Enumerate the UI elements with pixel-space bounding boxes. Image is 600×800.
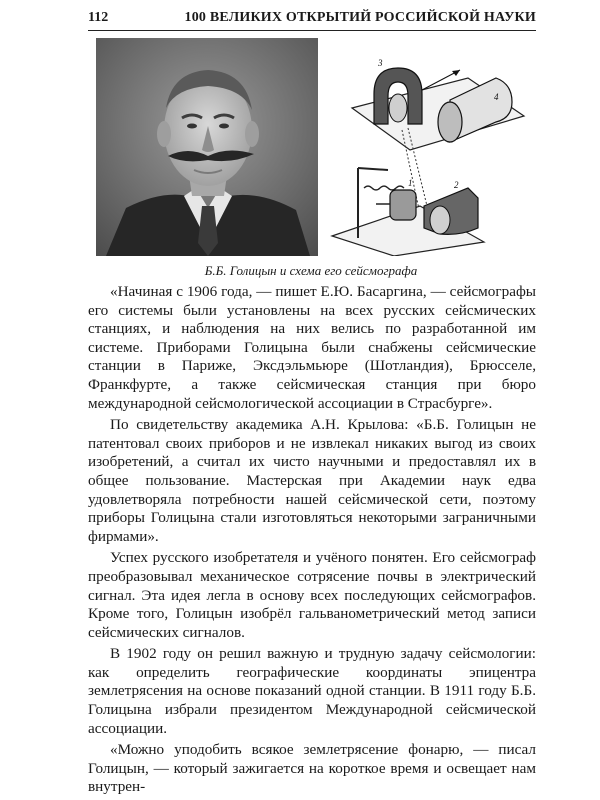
paragraph: «Можно уподобить всякое землетрясение фонарю, — писал Голицын, — который зажигается на короткое время и освещает нам внутрен-	[88, 741, 536, 796]
figure	[96, 38, 526, 256]
paragraph: По свидетельству академика А.Н. Крылова: «Б.Б. Голицын не патентовал своих приборов и не извлекал никаких выгод из своих изобретений, а считал их чисто научными и предоставлял их в общее пользование. Мастерская при Академии наук едва удовлетворяла потребности нашей сейсмической сети, поэтому приборы Голицына стали изготовляться некоторыми заграничными фирмами».	[88, 416, 536, 545]
figure-caption: Б.Б. Голицын и схема его сейсмографа	[204, 263, 418, 278]
paragraph: Успех русского изобретателя и учёного понятен. Его сейсмограф преобразовывал механическое сотрясение почвы в электрический сигнал. Эта идея легла в основу всех последующих сейсмографов. Кроме того, Голицын изобрёл гальванометрический метод записи сейсмических сигналов.	[88, 549, 536, 641]
diagram-label-drum: 4	[494, 92, 499, 102]
paragraph: В 1902 году он решил важную и трудную задачу сейсмологии: как определить географические координаты эпицентра землетрясения на основе показаний одной станции. В 1911 году Б.Б. Голицына избрали президентом Международной сейсмической ассоциации.	[88, 645, 536, 737]
seismograph-schematic	[328, 38, 526, 256]
paragraph: «Начиная с 1906 года, — пишет Е.Ю. Басаргина, — сейсмографы его системы были установлены на всех русских сейсмических станциях, и наблюдения на них велись по разработанной им системе. Приборами Голицына были снабжены сейсмические станции в Париже, Эксдэльмьюре (Шотландия), Брюсселе, Франкфурте, а также сейсмическая станция при бюро международной сейсмологической ассоциации в Страсбурге».	[88, 283, 536, 412]
diagram-label-pendulum: 1	[408, 178, 413, 188]
seismograph-diagram	[328, 38, 526, 256]
page-number: 112	[88, 10, 109, 25]
body-text	[88, 283, 536, 800]
diagram-label-coil: 2	[454, 180, 459, 190]
portrait-photo	[96, 38, 318, 256]
running-header	[88, 8, 536, 31]
portrait-illustration	[96, 38, 318, 256]
running-title: 100 ВЕЛИКИХ ОТКРЫТИЙ РОССИЙСКОЙ НАУКИ	[184, 10, 536, 25]
diagram-label-magnet: 3	[378, 58, 383, 68]
